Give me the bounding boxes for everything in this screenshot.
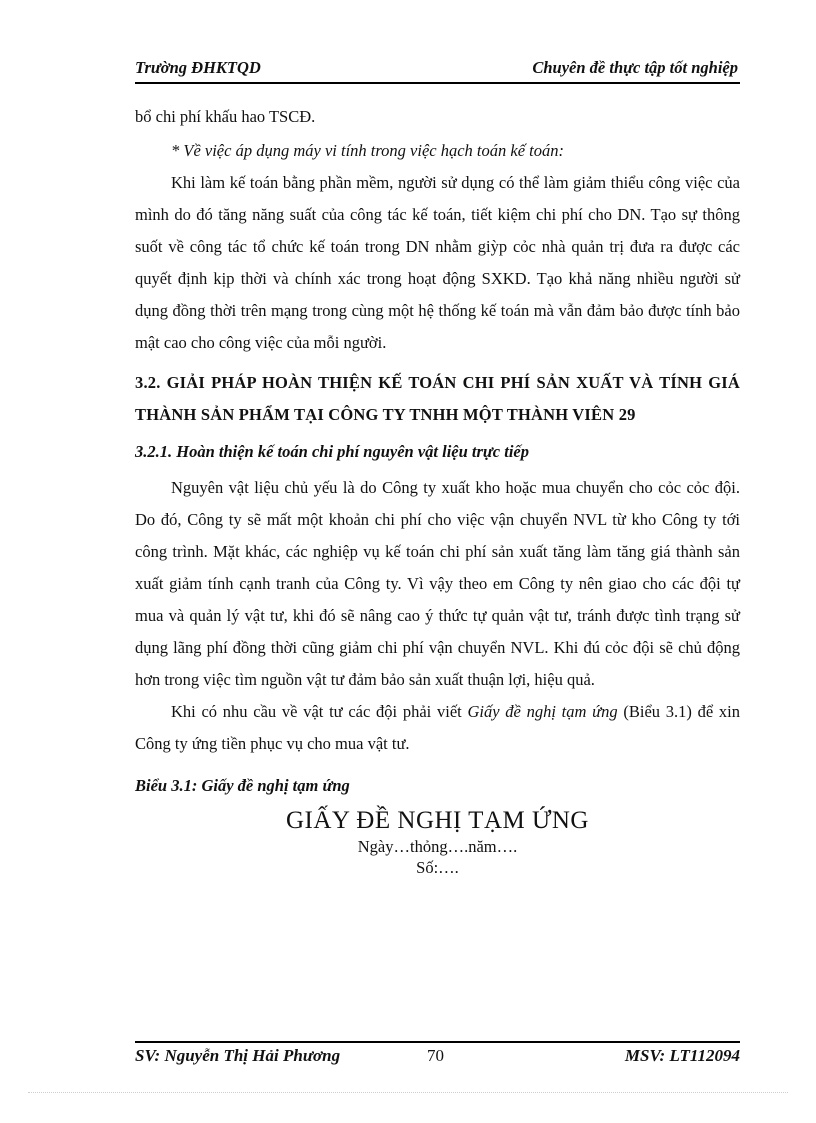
advance-request-form [135, 806, 740, 878]
paragraph-3: Nguyên vật liệu chủ yếu là do Công ty xuất kho hoặc mua chuyển cho cỏc cỏc đội. Do đó, Công ty sẽ mất một khoản chi phí cho việc vận chuyển NVL từ kho Công ty tới công trình. Mặt khác, các nghiệp vụ kế toán chi phí sản xuất tăng làm tăng giá thành sản xuất giảm tính cạnh tranh của Công ty. Vì vậy theo em Công ty nên giao cho các đội tự mua và quản lý vật tư, khi đó sẽ nâng cao ý thức tự quản vật tư, tránh được tình trạng sử dụng lãng phí đồng thời cũng giảm chi phí vận chuyển NVL. Khi đú cỏc đội sẽ chủ động hơn trong việc tìm nguồn vật tư đảm bảo sản xuất thuận lợi, hiệu quả. [135, 478, 740, 689]
footer-page-number: 70 [427, 1046, 444, 1065]
paragraph-4-text-start: Khi có nhu cầu về vật tư các đội phải viết [171, 702, 468, 721]
footer-student-name: SV: Nguyễn Thị Hải Phương [135, 1046, 341, 1065]
page-header [135, 58, 740, 84]
form-date-line: Ngày…thỏng….năm…. [357, 837, 518, 856]
paragraph-4-text-end: (Biểu 3.1) để xin Công ty ứng tiền phục vụ cho mua vật tư. [135, 702, 741, 753]
header-school: Trường ĐHKTQD [135, 58, 261, 77]
page-footer [135, 1041, 740, 1071]
header-report-title: Chuyên đề thực tập tốt nghiệp [532, 58, 738, 77]
note-line: * Về việc áp dụng máy vi tính trong việc hạch toán kế toán: [171, 141, 564, 160]
subsection-heading: 3.2.1. Hoàn thiện kế toán chi phí nguyên vật liệu trực tiếp [135, 442, 529, 461]
paragraph-4 [135, 696, 740, 760]
page-content [135, 101, 740, 878]
section-heading: 3.2. GIẢI PHÁP HOÀN THIỆN KẾ TOÁN CHI PHÍ SẢN XUẤT VÀ TÍNH GIÁ THÀNH SẢN PHẨM TẠI CÔNG TY TNHH MỘT THÀNH VIÊN 29 [135, 373, 740, 424]
page-bottom-edge [28, 1092, 788, 1093]
table-caption: Biểu 3.1: Giấy đề nghị tạm ứng [135, 776, 350, 795]
form-number-line: Số:…. [416, 858, 459, 877]
footer-student-id: MSV: LT112094 [624, 1046, 740, 1065]
paragraph-4-form-name: Giấy đề nghị tạm ứng [467, 702, 618, 721]
paragraph-2: Khi làm kế toán bằng phần mềm, người sử dụng có thể làm giảm thiểu công việc của mình do đó tăng năng suất của công tác kế toán, tiết kiệm chi phí cho DN. Tạo sự thông suốt về công tác tổ chức kế toán trong DN nhằm giỳp cỏc nhà quản trị đưa ra được các quyết định kịp thời và chính xác trong hoạt động SXKD. Tạo khả năng nhiều người sử dụng đồng thời trên mạng trong cùng một hệ thống kế toán mà vẫn đảm bảo được tính bảo mật cao cho công việc của mỗi người. [135, 173, 740, 352]
form-title: GIẤY ĐỀ NGHỊ TẠM ỨNG [286, 807, 589, 834]
paragraph-1: bổ chi phí khấu hao TSCĐ. [135, 107, 316, 126]
